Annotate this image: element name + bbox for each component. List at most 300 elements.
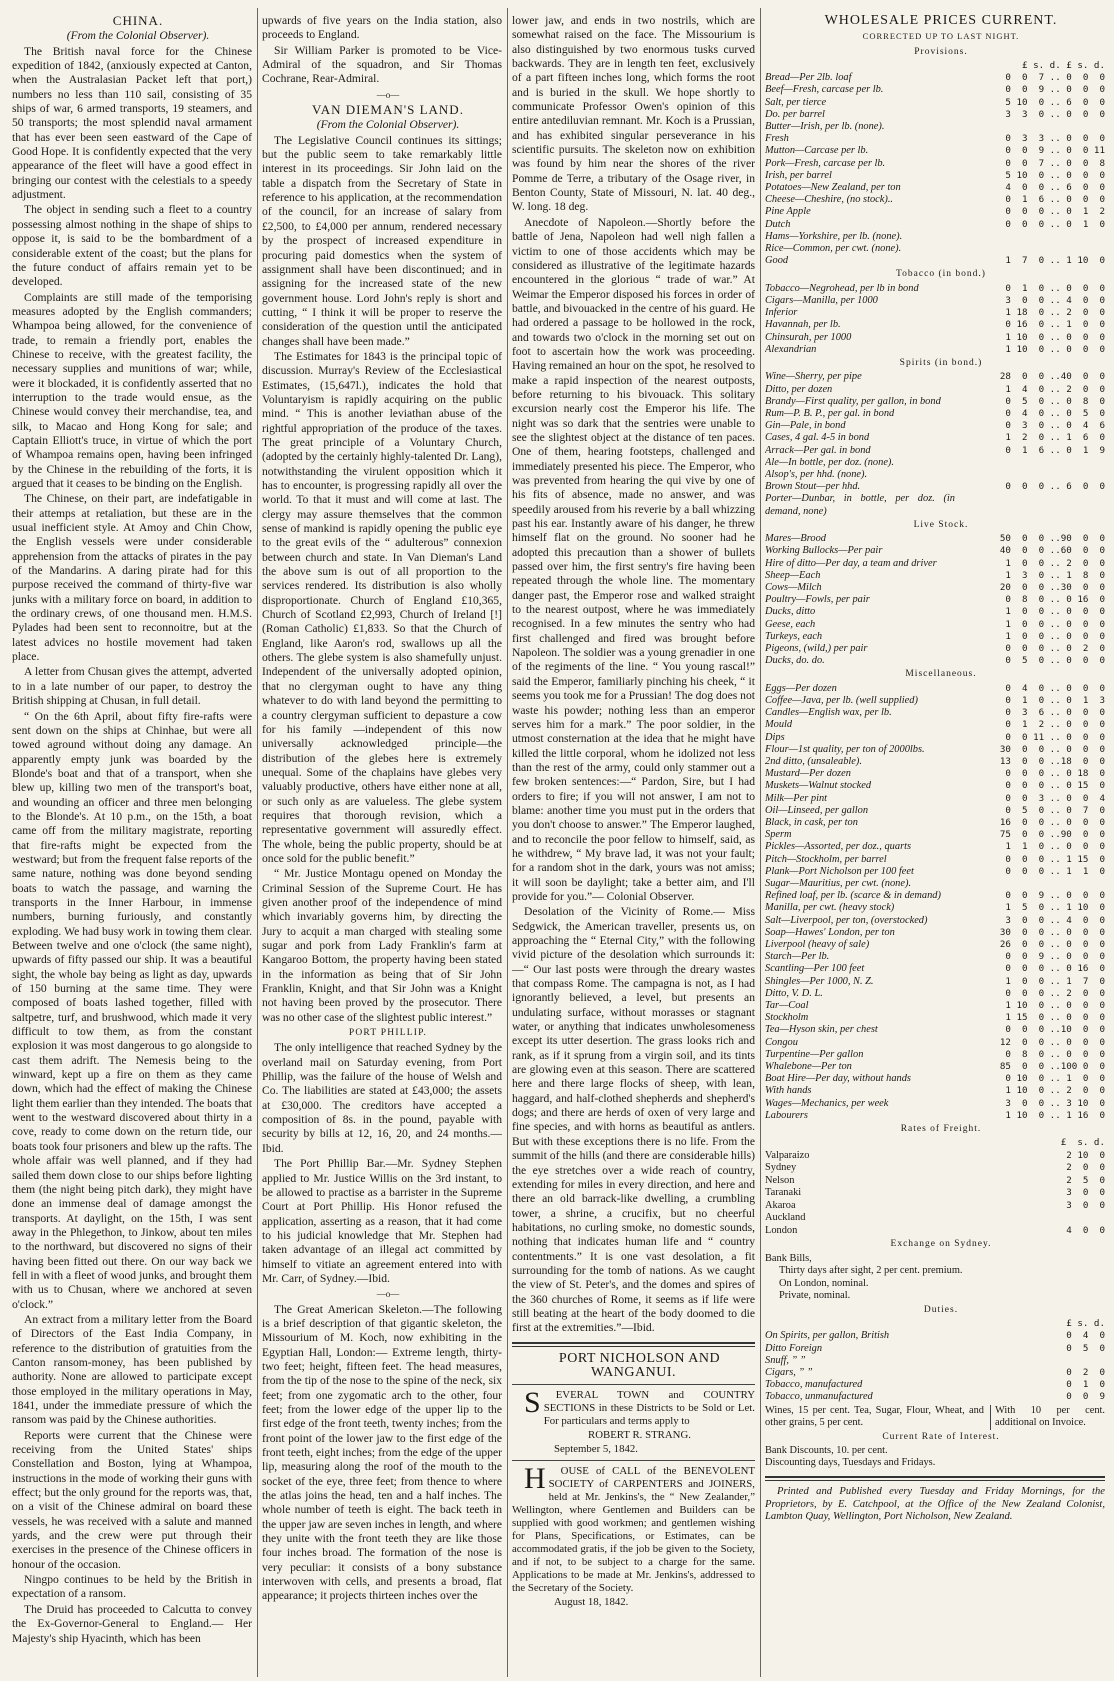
price-row bbox=[765, 469, 1105, 481]
price-value: 1 10 0 .. 0 0 0 bbox=[999, 1000, 1105, 1012]
price-value: 0 0 0 .. 0 1 0 bbox=[999, 218, 1105, 230]
price-row bbox=[765, 344, 1105, 356]
prices-title: WHOLESALE PRICES CURRENT. bbox=[824, 14, 1058, 28]
price-item: Butter—Irish, per lb. (none). bbox=[765, 121, 885, 133]
paragraph: A letter from Chusan gives the attempt, adverted to in a late number of our paper, to destroy the British shipping at Chusan, in full detail. bbox=[12, 665, 252, 708]
price-item: Wages—Mechanics, per week bbox=[765, 1097, 889, 1109]
price-item: Potatoes—New Zealand, per ton bbox=[765, 182, 901, 194]
price-value: 0 0 9 .. 0 0 0 bbox=[999, 84, 1105, 96]
price-value: 0 5 0 bbox=[1060, 1342, 1105, 1354]
price-value: 13 0 0 ..18 0 0 bbox=[999, 755, 1105, 767]
price-value bbox=[955, 243, 1105, 255]
price-row bbox=[765, 1330, 1105, 1342]
price-row bbox=[765, 1061, 1105, 1073]
price-item: Bread—Per 2lb. loaf bbox=[765, 72, 852, 84]
live-stock-table bbox=[765, 533, 1105, 667]
interest-line: Bank Discounts, 10. per cent. bbox=[765, 1444, 888, 1456]
price-row bbox=[765, 133, 1105, 145]
price-row bbox=[765, 1049, 1105, 1061]
paragraph: Anecdote of Napoleon.—Shortly before the battle of Jena, Napoleon had well nigh fallen a victim to one of those accidents which may be considered as illustrative of the legitimate hazards encountered in the glorious “ trade of war.” At Weimar the Emperor disposed his forces in order of battle, and bivouacked in the centre of his guard. He had ordered a passage to be hollowed in the rock, and towards two o'clock in the morning set out on foot to ascertain how the work was proceeding. Having remained an hour on the spot, he resolved to make a rapid inspection of the nearest outposts, before returning to his bivouack. This solitary excursion nearly cost the Emperor his life. The night was so dark that the sentries were unable to see the slightest object at the distance of ten paces. One of them, hearing footsteps, challenged and immediately presented his piece. The Emperor, who was prevented from hearing the qui vive by one of his fits of absence, made no answer, and was speedily aroused from his reverie by a ball whizzing past his ear. Instantly aware of his danger, he threw himself flat on the ground. No sooner had he adopted this precaution than a shower of bullets passed over him, the first sentry's fire having been repeated through the whole line. The momentary danger past, the Emperor rose and walked straight to the nearest outpost, where he was immediately recognised. In a few minutes the sentry who had first challenged and fired was brought before Napoleon. The soldier was a young grenadier in one of the regiments of the line. “ You young rascal!” said the Emperor, familiarly pinching his cheek, “ it seems you took me for a Prussian! The dog does not waste his powder; nothing less than an emperor serves him for a mark.” The poor soldier, in the utmost consternation at the idea that he might have killed the little corporal, whom he idolized not less than the rest of the army, could only stammer out a few broken sentences:—“ Pardon, Sire, but I had orders to fire; if you will not answer, I am not to blame: another time you must put in the orders that you don't choose to answer.” The Emperor laughed, and to reconcile the poor fellow to himself, said, as he withdrew, “ My brave lad, it was not your fault; for a random shot in the dark, yours was not amiss; it will soon be daylight; take a better aim, and I'll provide for you.”— Colonial Observer. bbox=[512, 215, 755, 903]
price-item: Snuff, ” ” bbox=[765, 1354, 806, 1366]
price-value: 0 16 0 .. 1 0 0 bbox=[999, 319, 1105, 331]
price-item: Plank—Port Nicholson per 100 feet bbox=[765, 865, 914, 877]
price-item: Mares—Brood bbox=[765, 533, 826, 545]
price-value: 0 10 0 .. 1 0 0 bbox=[999, 1073, 1105, 1085]
interest-list bbox=[765, 1445, 1105, 1470]
price-row bbox=[765, 384, 1105, 396]
paragraph: Desolation of the Vicinity of Rome.— Miss Sedgwick, the American traveller, presents us, on approaching the “ Eternal City,” with the following vivid picture of the desolation which surrounds it:—“ Our last posts were through the dreary wastes that compass Rome. The campagna is not, as I had ignorantly believed, a level, but presents an undulating surface, without morasses or stagnant water, or anything that indicates unwholesomeness except its utter desertion. The grass looks rich and rank, as if it sprung from a virgin soil, and its tints are glowing even at this season. There are scattered here and there large flocks of sheep, with lean, haggard, and half-clothed shepherds and shepherd's dogs; and there are herds of oxen of very large and fine species, and with horns as beautiful as antlers. But with these exceptions there is no life. From the summit of the hills (and there are considerable hills) the eye stretches over a wide reach of country, extending for miles in every direction, and here and there an old barrack-like dwelling, a crumbling tower, a shrine, a crucifix, but no cheerful habitations, no curling smoke, no domestic sounds, nothing that indicates human life and “ country contentments.” It is one vast desolation, a fit surrounding for the tomb of nations. As we caught the view of St. Peter's, and the domes and spires of the 360 churches of Rome, it seems as if life were still beating at the heart of the body doomed to die first at the extremities.”—Ibid. bbox=[512, 905, 755, 1335]
price-item: Ditto, V. D. L. bbox=[765, 987, 823, 999]
price-value: 1 0 0 .. 2 0 0 bbox=[999, 557, 1105, 569]
paragraph: The Druid has proceeded to Calcutta to convey the Ex-Governor-General to England.— Her Majesty's ship Hyacinth, which has been bbox=[12, 1602, 252, 1645]
section-divider: —o— bbox=[376, 89, 400, 100]
price-row bbox=[765, 866, 1105, 878]
price-value: 0 5 0 .. 0 7 0 bbox=[999, 804, 1105, 816]
price-item: With hands bbox=[765, 1085, 812, 1097]
price-value: 1 10 0 .. 1 16 0 bbox=[999, 1109, 1105, 1121]
spirits-heading: Spirits (in bond.) bbox=[899, 358, 983, 369]
price-value: 75 0 0 ..90 0 0 bbox=[999, 829, 1105, 841]
price-value: 28 0 0 ..40 0 0 bbox=[999, 371, 1105, 383]
duties-table bbox=[765, 1318, 1105, 1403]
price-item: Tobacco, unmanufactured bbox=[765, 1391, 873, 1403]
price-row bbox=[765, 545, 1105, 557]
price-value bbox=[955, 457, 1105, 469]
price-row bbox=[765, 793, 1105, 805]
price-item: Dutch bbox=[765, 218, 791, 230]
price-row bbox=[765, 570, 1105, 582]
price-value: 0 1 2 .. 0 0 0 bbox=[999, 719, 1105, 731]
price-value: 0 1 6 .. 0 0 0 bbox=[999, 194, 1105, 206]
price-value: 0 0 0 .. 0 1 2 bbox=[999, 206, 1105, 218]
freight-value: 2 5 0 bbox=[1060, 1174, 1105, 1186]
price-value: 30 0 0 .. 0 0 0 bbox=[999, 926, 1105, 938]
price-item: Refined loaf, per lb. (scarce & in demand) bbox=[765, 890, 941, 902]
price-value: 0 0 0 .. 2 0 0 bbox=[999, 987, 1105, 999]
price-value: 26 0 0 .. 0 0 0 bbox=[999, 939, 1105, 951]
column-4-prices bbox=[765, 14, 1105, 1673]
price-value bbox=[955, 469, 1105, 481]
drop-cap: S bbox=[524, 1386, 541, 1420]
price-item: Tobacco, manufactured bbox=[765, 1379, 863, 1391]
price-item: Cows—Milch bbox=[765, 581, 822, 593]
price-item: Ale—In bottle, per doz. (none). bbox=[765, 456, 894, 468]
column-rule-3 bbox=[760, 8, 761, 1677]
price-row bbox=[765, 332, 1105, 344]
price-item: Working Bullocks—Per pair bbox=[765, 545, 883, 557]
price-item: Hire of ditto—Per day, a team and driver bbox=[765, 557, 937, 569]
price-row bbox=[765, 1012, 1105, 1024]
price-row bbox=[765, 1073, 1105, 1085]
price-row bbox=[765, 295, 1105, 307]
price-item: Sugar—Mauritius, per cwt. (none). bbox=[765, 878, 912, 889]
price-value: 0 0 9 bbox=[1060, 1391, 1105, 1403]
interest-heading: Current Rate of Interest. bbox=[882, 1431, 1000, 1442]
price-row bbox=[765, 420, 1105, 432]
price-row bbox=[765, 445, 1105, 457]
price-item: Fresh bbox=[765, 133, 789, 145]
paragraph: The only intelligence that reached Sydney by the overland mail on Saturday evening, from Port Phillip, was the failure of the house of Welsh and Co. The liabilities are stated at £43,000; the assets at £30,000. The creditors have accepted a composition of 8s. in the pound, payable with security by bills at 12, 16, 20, and 24 months.—Ibid. bbox=[262, 1041, 502, 1155]
price-row bbox=[765, 145, 1105, 157]
price-row bbox=[765, 158, 1105, 170]
price-value: 0 3 0 .. 0 4 6 bbox=[999, 420, 1105, 432]
tobacco-table bbox=[765, 283, 1105, 356]
exchange-line: Private, nominal. bbox=[779, 1290, 851, 1302]
freight-row bbox=[765, 1162, 1105, 1175]
tobacco-heading: Tobacco (in bond.) bbox=[896, 269, 986, 280]
price-row bbox=[765, 457, 1105, 469]
freight-place: Valparaizo bbox=[765, 1149, 810, 1161]
price-row bbox=[765, 890, 1105, 902]
price-row bbox=[765, 976, 1105, 988]
price-row bbox=[765, 594, 1105, 606]
price-item: Mould bbox=[765, 719, 793, 731]
price-item: Salt—Liverpool, per ton, (overstocked) bbox=[765, 914, 928, 926]
price-row bbox=[765, 1367, 1105, 1379]
price-row bbox=[765, 72, 1105, 84]
price-item: Salt, per tierce bbox=[765, 96, 827, 108]
advertisement-text: EVERAL TOWN and COUNTRY SECTIONS in these Districts to be Sold or Let. For particulars and terms apply to bbox=[543, 1389, 755, 1428]
provisions-heading: Provisions. bbox=[914, 46, 968, 57]
price-row bbox=[765, 817, 1105, 829]
price-item: Pigeons, (wild,) per pair bbox=[765, 643, 868, 654]
price-value: 3 0 0 .. 4 0 0 bbox=[999, 914, 1105, 926]
freight-list bbox=[765, 1137, 1105, 1237]
price-item: Cigars—Manilla, per 1000 bbox=[765, 295, 878, 307]
price-value: 1 0 0 .. 0 0 0 bbox=[999, 606, 1105, 618]
duties-wines-text: Wines, 15 per cent. Tea, Sugar, Flour, Wheat, and other grains, 5 per cent. bbox=[765, 1404, 984, 1429]
money-header: £ s. d. bbox=[1060, 1137, 1105, 1149]
interest-line: Discounting days, Tuesdays and Fridays. bbox=[765, 1457, 936, 1469]
paragraph: upwards of five years on the India station, also proceeds to England. bbox=[262, 14, 502, 42]
price-value: 30 0 0 .. 0 0 0 bbox=[999, 743, 1105, 755]
price-item: Irish, per barrel bbox=[765, 169, 832, 181]
price-value: 0 0 11 .. 0 0 0 bbox=[999, 731, 1105, 743]
duties-wines-note: With 10 per cent. additional on Invoice. bbox=[990, 1405, 1105, 1430]
price-row bbox=[765, 768, 1105, 780]
price-item: Gin—Pale, in bond bbox=[765, 420, 846, 432]
advertisement-house-of-call bbox=[512, 1462, 755, 1595]
price-value: 0 0 9 .. 0 0 0 bbox=[999, 890, 1105, 902]
price-value bbox=[955, 493, 1105, 517]
price-value: 1 0 0 .. 1 7 0 bbox=[999, 975, 1105, 987]
price-item: Brown Stout—per hhd. bbox=[765, 481, 861, 493]
paragraph: The object in sending such a fleet to a country possessing almost nothing in the shape of ships to oppose it, is said to be the bombardment of a considerable extent of the coast; but the plans for the future conduct of affairs remain yet to be developed. bbox=[12, 203, 252, 289]
price-row bbox=[765, 756, 1105, 768]
price-item: Liverpool (heavy of sale) bbox=[765, 939, 870, 951]
advertisement-date: August 18, 1842. bbox=[554, 1596, 629, 1609]
price-item: Rum—P. B. P., per gal. in bond bbox=[765, 408, 895, 419]
price-value: 1 7 0 .. 1 10 0 bbox=[999, 255, 1105, 267]
price-row bbox=[765, 371, 1105, 383]
exchange-line: Thirty days after sight, 2 per cent. premium. bbox=[779, 1265, 963, 1277]
price-item: Scantling—Per 100 feet bbox=[765, 963, 865, 975]
price-value: 0 1 6 .. 0 1 9 bbox=[999, 444, 1105, 456]
price-row bbox=[765, 744, 1105, 756]
price-row bbox=[765, 1379, 1105, 1391]
rule bbox=[512, 1460, 755, 1461]
price-item: Flour—1st quality, per ton of 2000lbs. bbox=[765, 743, 925, 755]
freight-place: Taranaki bbox=[765, 1187, 802, 1199]
price-item: Geese, each bbox=[765, 618, 816, 630]
paragraph: lower jaw, and ends in two nostrils, which are somewhat raised on the face. The Missourium is also distinguished by two enormous tusks curved backwards. They are in length ten feet, exclusively of a part fifteen inches long, which forms the root and is buried in the skull. We hope shortly to communicate Professor Owen's opinion of this entire antediluvian remnant. Mr. Koch is a Prussian, and has exhibited singular perseverance in his scientific pursuits. The skeleton now on exhibition was found by him near the shores of the river Pomme de Terre, a tributary of the Osage river, in Benton County, State of Missouri, N. lat. 40 deg., W. long. 18 deg. bbox=[512, 14, 755, 214]
price-row bbox=[765, 307, 1105, 319]
price-value: 1 18 0 .. 2 0 0 bbox=[999, 307, 1105, 319]
price-row bbox=[765, 1024, 1105, 1036]
price-item: Hams—Yorkshire, per lb. (none). bbox=[765, 230, 903, 242]
price-row bbox=[765, 1110, 1105, 1122]
price-item: Good bbox=[765, 255, 789, 267]
price-row bbox=[765, 841, 1105, 853]
money-header: £ s. d. bbox=[1066, 1318, 1105, 1330]
price-item: Do. per barrel bbox=[765, 108, 825, 120]
price-row bbox=[765, 780, 1105, 792]
price-item: Ducks, ditto bbox=[765, 606, 816, 618]
price-value: 1 2 0 .. 1 6 0 bbox=[999, 432, 1105, 444]
price-row bbox=[765, 902, 1105, 914]
paragraph: The Legislative Council continues its sittings; but the public seem to take remarkably little interest in its proceedings. Sir John laid on the table a dispatch from the Secretary of State in reference to his application, at the recommendation of the council, for an increase of salary from £2,500, to £4,000 per annum, rendered necessary by the prospect of increased expenditure in procuring paid domestics when the system of assignment shall have been discontinued; and in assigning for the increased state of the new government house. Lord John's reply is short and cutting, “ I think it will be proper to reserve the consideration of the question until the anticipated changes shall have been made.” bbox=[262, 133, 502, 348]
price-item: Brandy—First quality, per gallon, in bond bbox=[765, 395, 941, 407]
price-item: Dips bbox=[765, 731, 785, 743]
paragraph: Complaints are still made of the temporising measures adopted by the English commanders; Whampoa being allowed, for the convenience of trade, to remain a friendly port, enables the Chinese to receive, with the greatest facility, the necessary supplies and munitions of war; while, were it blockaded, it is confidently asserted that no interruption to the trade would ensue, as the Chinese would convey their merchandise, tea, and silk, to Macao and Hong Kong for sale; and Captain Elliott's truce, in virtue of which the port of Whampoa remains open, having been infringed by the Chinese in the rebuilding of the forts, it is argued that it ceases to be binding on the English. bbox=[12, 290, 252, 490]
paragraph: The Great American Skeleton.—The following is a brief description of that gigantic skeleton, the Missourium of M. Koch, now exhibiting in the Egyptian Hall, London:— Extreme length, thirty-two feet; height, fifteen feet. The head measures, from the tip of the nose to the spine of the neck, six feet; from one zygomatic arch to the other, four feet; from the lower edge of the upper lip to the first edge of the front teeth, twenty inches; from the front point of the lower jaw to the first edge of the front teeth, eight inches; from the edge of the upper lip, measuring along the roof of the mouth to the socket of the eye, three feet; from thence to where the atlas joins the head, ten and a half inches. The whole number of teeth is eight. The back teeth in the upper jaw are seven inches in length, and where they unite with the front teeth they are like those four inches broad. The formation of the nose is very peculiar: it consists of a bony substance interwoven with cells, and presents a broad, flat appearance; it projects thirteen inches over the bbox=[262, 1302, 502, 1603]
price-value: 0 0 0 .. 0 18 0 bbox=[999, 768, 1105, 780]
price-item: Manilla, per cwt. (heavy stock) bbox=[765, 902, 895, 914]
price-row bbox=[765, 719, 1105, 731]
freight-value: 3 0 0 bbox=[1060, 1199, 1105, 1211]
price-row bbox=[765, 243, 1105, 255]
price-item: Cases, 4 gal. 4-5 in bond bbox=[765, 432, 870, 444]
price-value: 0 0 0 .. 1 15 0 bbox=[999, 853, 1105, 865]
column-1 bbox=[12, 14, 252, 1673]
price-item: Ditto Foreign bbox=[765, 1342, 823, 1354]
price-value: 0 3 3 .. 0 0 0 bbox=[999, 133, 1105, 145]
price-value: 3 0 0 .. 3 10 0 bbox=[999, 1097, 1105, 1109]
price-value: 40 0 0 ..60 0 0 bbox=[999, 545, 1105, 557]
price-item: Tea—Hyson skin, per chest bbox=[765, 1024, 878, 1036]
price-row bbox=[765, 683, 1105, 695]
price-row bbox=[765, 695, 1105, 707]
van-diemans-land-source: (From the Colonial Observer). bbox=[316, 118, 460, 132]
price-row bbox=[765, 408, 1105, 420]
price-item: On Spirits, per gallon, British bbox=[765, 1330, 890, 1342]
price-item: Wine—Sherry, per pipe bbox=[765, 371, 862, 383]
price-value: 50 0 0 ..90 0 0 bbox=[999, 533, 1105, 545]
price-value: 0 0 0 ..10 0 0 bbox=[999, 1024, 1105, 1036]
price-row bbox=[765, 988, 1105, 1000]
price-value: 0 0 7 .. 0 0 0 bbox=[999, 72, 1105, 84]
price-item: Pork—Fresh, carcase per lb. bbox=[765, 157, 886, 169]
price-item: Chinsurah, per 1000 bbox=[765, 331, 852, 343]
freight-row bbox=[765, 1150, 1105, 1163]
price-row bbox=[765, 558, 1105, 570]
price-row bbox=[765, 963, 1105, 975]
price-value: 1 10 0 .. 2 0 0 bbox=[999, 1085, 1105, 1097]
price-value: 5 10 0 .. 0 0 0 bbox=[999, 169, 1105, 181]
exchange-line: On London, nominal. bbox=[779, 1277, 869, 1289]
section-divider: —o— bbox=[376, 1289, 400, 1300]
price-row bbox=[765, 1037, 1105, 1049]
paragraph: An extract from a military letter from the Board of Directors of the East India Company, in reference to the distribution of gratuities from the Canton ransom-money, has been published by authority. None are allowed to participate except those employed in the military operations in May, 1841, under the immediate pressure of which the ransom was paid by the Chinese authorities. bbox=[12, 1312, 252, 1427]
column-rule-1 bbox=[257, 8, 258, 1677]
paragraph: Ningpo continues to be held by the British in expectation of a ransom. bbox=[12, 1573, 252, 1601]
price-item: Alexandrian bbox=[765, 343, 817, 355]
price-item: Rice—Common, per cwt. (none). bbox=[765, 243, 902, 255]
price-item: Pickles—Assorted, per doz., quarts bbox=[765, 841, 912, 853]
price-value: 0 4 0 .. 0 5 0 bbox=[999, 408, 1105, 419]
price-row bbox=[765, 319, 1105, 331]
price-value: 1 3 0 .. 1 8 0 bbox=[999, 569, 1105, 581]
price-value: 0 4 0 .. 0 0 0 bbox=[999, 682, 1105, 694]
price-item: Poultry—Fowls, per pair bbox=[765, 594, 870, 606]
paragraph: The British naval force for the Chinese expedition of 1842, (anxiously expected at Canton, when the Australasian Packet left that port,) numbers no less than 110 sail, consisting of 35 ships of war, 6 armed transports, 19 steamers, and 50 transports; the most splendid naval armament that has ever been seen eastward of the Cape of Good Hope. It is confidently expected that the very appearance of the fleet will have a good effect in bringing our contest with the celestials to a speedy adjustment. bbox=[12, 44, 252, 202]
price-value: 16 0 0 .. 0 0 0 bbox=[999, 816, 1105, 828]
price-value: 1 1 0 .. 0 0 0 bbox=[999, 841, 1105, 853]
price-item: Whalebone—Per ton bbox=[765, 1061, 852, 1073]
price-value: 0 3 6 .. 0 0 0 bbox=[999, 707, 1105, 719]
price-value: 1 10 0 .. 0 0 0 bbox=[999, 331, 1105, 343]
price-value: 1 5 0 .. 1 10 0 bbox=[999, 902, 1105, 914]
freight-row bbox=[765, 1225, 1105, 1238]
live-stock-heading: Live Stock. bbox=[913, 519, 969, 530]
price-value: 0 8 0 .. 0 0 0 bbox=[999, 1048, 1105, 1060]
price-item: 2nd ditto, (unsaleable). bbox=[765, 755, 862, 767]
price-row bbox=[765, 582, 1105, 594]
freight-place: Nelson bbox=[765, 1174, 795, 1186]
price-value: 0 2 0 bbox=[1060, 1366, 1105, 1378]
freight-value: 3 0 0 bbox=[1060, 1187, 1105, 1199]
advertisement-signature: ROBERT R. STRANG. bbox=[588, 1429, 691, 1442]
price-row bbox=[765, 643, 1105, 655]
spirits-table bbox=[765, 371, 1105, 517]
price-item: Shingles—Per 1000, N. Z. bbox=[765, 975, 874, 987]
price-row bbox=[765, 878, 1105, 890]
price-row bbox=[765, 255, 1105, 267]
freight-row bbox=[765, 1187, 1105, 1200]
advertisement-heading: PORT NICHOLSON AND WANGANUI. bbox=[558, 1350, 721, 1380]
price-item: Coffee—Java, per lb. (well supplied) bbox=[765, 694, 918, 706]
prices-subtitle: CORRECTED UP TO LAST NIGHT. bbox=[862, 31, 1020, 42]
price-row bbox=[765, 854, 1105, 866]
price-value: 0 1 0 .. 0 0 0 bbox=[999, 282, 1105, 294]
paragraph: Sir William Parker is promoted to be Vice-Admiral of the squadron, and Sir Thomas Cochrane, Rear-Admiral. bbox=[262, 43, 502, 86]
price-value: 0 0 0 .. 6 0 0 bbox=[999, 481, 1105, 493]
price-value: 0 1 0 bbox=[1060, 1379, 1105, 1391]
price-value: 0 0 9 .. 0 0 0 bbox=[999, 951, 1105, 963]
column-rule-2 bbox=[507, 8, 508, 1677]
port-phillip-heading: PORT PHILLIP. bbox=[348, 1028, 428, 1039]
freight-value: 2 0 0 bbox=[1060, 1162, 1105, 1174]
price-item: Sheep—Each bbox=[765, 569, 821, 581]
freight-value: 4 0 0 bbox=[1060, 1224, 1105, 1236]
price-item: Oil—Linseed, per gallon bbox=[765, 804, 869, 816]
price-row bbox=[765, 655, 1105, 667]
price-item: Cigars, ” ” bbox=[765, 1366, 813, 1378]
price-row bbox=[765, 732, 1105, 744]
exchange-heading: Exchange on Sydney. bbox=[890, 1239, 992, 1250]
price-value bbox=[955, 1355, 1105, 1367]
price-row bbox=[765, 631, 1105, 643]
price-row bbox=[765, 121, 1105, 133]
price-row bbox=[765, 109, 1105, 121]
exchange-line: Bank Bills, bbox=[765, 1252, 812, 1264]
imprint: Printed and Published every Tuesday and Friday Mornings, for the Proprietors, by E. Catchpool, at the Office of the New Zealand Colonist, Lambton Quay, Wellington, Port Nicholson, New Zealand. bbox=[765, 1485, 1105, 1523]
price-value bbox=[955, 231, 1105, 243]
provisions-table bbox=[765, 60, 1105, 267]
price-item: Havannah, per lb. bbox=[765, 319, 841, 331]
price-row bbox=[765, 1391, 1105, 1403]
price-item: Candles—English wax, per lb. bbox=[765, 707, 892, 719]
money-header: £ s. d. £ s. d. bbox=[1022, 60, 1105, 72]
price-row bbox=[765, 1098, 1105, 1110]
duties-heading: Duties. bbox=[923, 1304, 959, 1315]
price-row bbox=[765, 707, 1105, 719]
price-value: 0 0 9 .. 0 0 11 bbox=[999, 145, 1105, 157]
exchange-list bbox=[765, 1253, 1105, 1303]
freight-place: London bbox=[765, 1224, 798, 1236]
price-item: Cheese—Cheshire, (no stock).. bbox=[765, 194, 894, 206]
price-value: 0 8 0 .. 0 16 0 bbox=[999, 594, 1105, 606]
price-row bbox=[765, 805, 1105, 817]
price-value: 1 15 0 .. 0 0 0 bbox=[999, 1012, 1105, 1024]
price-row bbox=[765, 915, 1105, 927]
price-item: Inferior bbox=[765, 307, 798, 319]
price-value: 5 10 0 .. 6 0 0 bbox=[999, 96, 1105, 108]
freight-place: Sydney bbox=[765, 1162, 797, 1174]
price-item: Labourers bbox=[765, 1109, 808, 1121]
miscellaneous-table bbox=[765, 683, 1105, 1122]
price-row bbox=[765, 97, 1105, 109]
price-value: 3 0 0 .. 4 0 0 bbox=[999, 295, 1105, 307]
price-row bbox=[765, 939, 1105, 951]
price-value: 0 0 0 .. 0 15 0 bbox=[999, 780, 1105, 792]
price-value: 0 0 0 .. 0 16 0 bbox=[999, 963, 1105, 975]
freight-row bbox=[765, 1200, 1105, 1213]
price-row bbox=[765, 283, 1105, 295]
price-item: Milk—Per pint bbox=[765, 792, 828, 804]
price-value: 0 5 0 .. 0 0 0 bbox=[999, 655, 1105, 667]
price-item: Starch—Per lb. bbox=[765, 951, 830, 963]
price-item: Ducks, do. do. bbox=[765, 655, 825, 667]
freight-heading: Rates of Freight. bbox=[900, 1124, 982, 1135]
van-diemans-land-heading: VAN DIEMAN'S LAND. bbox=[312, 102, 464, 118]
price-value: 0 0 3 .. 0 0 4 bbox=[999, 792, 1105, 804]
price-item: Eggs—Per dozen bbox=[765, 682, 837, 694]
price-value: 1 4 0 .. 2 0 0 bbox=[999, 383, 1105, 395]
price-item: Mutton—Carcase per lb. bbox=[765, 145, 869, 157]
price-item: Porter—Dunbar, in bottle, per doz. (in demand, none) bbox=[765, 493, 955, 517]
price-item: Turkeys, each bbox=[765, 630, 823, 642]
price-row bbox=[765, 951, 1105, 963]
price-value: 1 0 0 .. 0 0 0 bbox=[999, 618, 1105, 630]
price-row bbox=[765, 1343, 1105, 1355]
price-row bbox=[765, 1085, 1105, 1097]
price-value: 0 0 0 .. 0 2 0 bbox=[999, 643, 1105, 654]
price-item: Ditto, per dozen bbox=[765, 383, 833, 395]
price-row bbox=[765, 206, 1105, 218]
price-value: 1 0 0 .. 0 0 0 bbox=[999, 630, 1105, 642]
paragraph: The Estimates for 1843 is the principal topic of discussion. Murray's Review of the Ecclesiastical Estimates, (15,647l.), indicates the hold that Voluntaryism is rapidly acquiring on the public mind. “ This is another leviathan abuse of the rightful appropriation of the produce of the taxes. The great principle of a Voluntary Church, (adopted by the certainly highly-talented Dr. Lang), notwithstanding the virulent opposition which it has to encounter, is progressing rapidly all over the world. To that it must and will come at last. The clergy may assure themselves that the common sense of mankind is rapidly opening the public eye to the great evils of the “ adulterous” connexion between church and state. In Van Dieman's Land the above sum is out of all proportion to the services rendered. Its distribution is also wholly disproportionate. Church of England £10,365, Church of Scotland £2,993, Church of Ireland [!] (Roman Catholic) £1,833. So that the Church of England, like Aaron's rod, swallows up all the others. The glebe system is also shamefully unjust. Independent of the universally adopted opinion, that no clergyman ought to have any thing whatever to do with land beyond the permitting to a country clergyman sufficient to depasture a cow for his family —independent of this now universally acknowledged principle—the distribution of the glebes here is extremely unequal. Some of the chaplains have glebes very valuably productive, others have either none at all, or such only as are valueless. The glebe system requires that thorough revision, which a representative government will assuredly effect. The whole, being the public property, should be at once sold for the public benefit.” bbox=[262, 349, 502, 865]
price-item: Tobacco—Negrohead, per lb in bond bbox=[765, 282, 919, 294]
price-value: 85 0 0 ..100 0 0 bbox=[999, 1061, 1105, 1073]
price-item: Soap—Hawes' London, per ton bbox=[765, 926, 895, 938]
rule bbox=[512, 1384, 755, 1385]
price-value: 0 0 0 .. 1 1 0 bbox=[999, 865, 1105, 877]
paragraph: Reports were current that the Chinese were receiving from the United States' ships Constellation and Boston, lying at Whampoa, instructions in the mode of working their guns with effect; but the only ground for the reports was, that, on a visit of the Chinese admiral on board these vessels, he was received with a salute and manned yards, and the crew were put through their exercises in the presence of the Chinese officers in honour of the occasion. bbox=[12, 1428, 252, 1571]
price-row bbox=[765, 606, 1105, 618]
paragraph: “ On the 6th April, about fifty fire-rafts were sent down on the ships at Chinhae, but were all towed aground without doing any damage. An apparently empty junk was boarded by the Blonde's boat and that of a transport, when she blew up, killing two men of the transport's boat, and wounding an officer and three men belonging to the Blonde's. At 10 p.m., on the 15th, a boat came off from the military magistrate, reporting that fire-rafts might be expected from the westward; but from the frequent false reports of the same nature, nothing was done beyond sending boats to watch the passage, and warning the transports in the Inner Harbour, in immense numbers, burning furiously, and constantly exploding. We had busy work in towing them clear. Between twelve and one o'clock (the same night), upwards of fifty passed our ship. It was a beautiful sight, the whole bay being as light as day, upwards of 150 burning at the same time. They were composed of boats lashed together, filled with saltpetre, turf, and brushwood, which made it very difficult to tow them, as from the constant explosion it was most dangerous to go alongside to cast them adrift. The Nemesis being to the winward, kept up a fire on them as they came down, which had the effect of making the Chinese light them earlier than they intended. The boats that went to the westward discovered about thirty in a cove, ready to come down on the return tide, our boats took four prisoners and blew up the rafts. The whole affair was well planned, and if they had sailed them down close to our ships before lighting them (the night being pitch dark), they might have done an immense deal of damage amongst the transports. At daylight, on the 15th, I was sent away in the Phlegethon, to Jinkow, about ten miles to the northward, but discovered no signs of their having been fitted out there. On our way back we fell in with a fleet of wood junks, and brought them with us to Chusan, where we anchored at seven o'clock.” bbox=[12, 709, 252, 1311]
price-row bbox=[765, 396, 1105, 408]
